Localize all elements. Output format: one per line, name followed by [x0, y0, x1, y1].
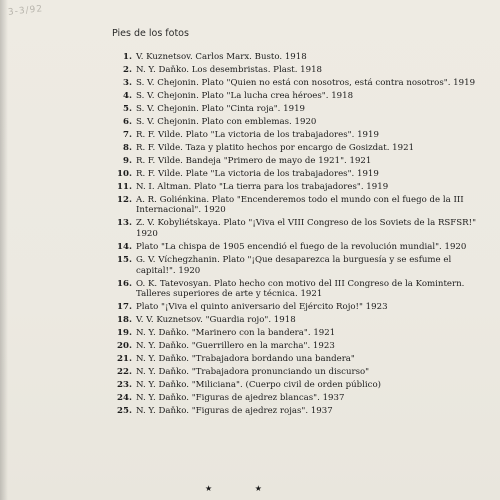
caption-item	[112, 406, 480, 417]
caption-item	[112, 182, 480, 193]
caption-item	[112, 302, 480, 313]
caption-number: 8.	[123, 142, 132, 153]
caption-number: 21.	[117, 354, 132, 365]
caption-number: 13.	[117, 218, 132, 229]
caption-text: R. F. Vilde. Bandeja "Primero de mayo de 1921". 1921	[136, 155, 372, 166]
caption-text: Plato "¡Viva el quinto aniversario del Ejército Rojo!" 1923	[136, 302, 388, 313]
caption-number: 25.	[117, 406, 132, 416]
caption-item	[112, 91, 480, 102]
caption-text: S. V. Chejonin. Plato "Quien no está con nosotros, está contra nosotros". 1919	[136, 77, 476, 88]
caption-item	[112, 104, 480, 115]
caption-item	[112, 195, 480, 216]
caption-text: N. Y. Daňko. "Miliciana". (Cuerpo civil de orden público)	[136, 380, 381, 391]
caption-item	[112, 380, 480, 391]
caption-text: Plato "La chispa de 1905 encendió el fuego de la revolución mundial". 1920	[136, 241, 467, 252]
caption-item	[112, 117, 480, 128]
caption-number: 5.	[123, 103, 132, 114]
caption-item	[112, 354, 480, 365]
caption-list	[112, 52, 480, 419]
caption-item	[112, 169, 480, 180]
caption-number: 2.	[123, 64, 132, 75]
page-edge-shadow	[0, 0, 8, 500]
caption-item	[112, 65, 480, 76]
caption-number: 15.	[117, 254, 132, 265]
caption-number: 24.	[117, 393, 132, 404]
caption-item	[112, 130, 480, 141]
caption-number: 12.	[117, 194, 132, 205]
caption-text: S. V. Chejonin. Plato "La lucha crea héroes". 1918	[136, 90, 354, 101]
caption-number: 6.	[123, 116, 132, 127]
caption-text: S. V. Chejonin. Plato con emblemas. 1920	[136, 116, 317, 127]
caption-text: R. F. Vilde. Plato "La victoria de los trabajadores". 1919	[136, 129, 379, 140]
caption-text: V. V. Kuznetsov. "Guardia rojo". 1918	[136, 315, 296, 326]
caption-number: 22.	[117, 367, 132, 378]
caption-text: R. F. Vilde. Plate "La victoria de los trabajadores". 1919	[136, 168, 379, 179]
caption-item	[112, 78, 480, 89]
caption-item	[112, 279, 480, 300]
caption-number: 3.	[123, 77, 132, 88]
caption-item	[112, 156, 480, 167]
caption-text: G. V. Víchegzhanin. Plato "¡Que desaparezca la burguesía y se esfume el capital!". 1920	[136, 254, 452, 276]
caption-text: A. R. Goliénkina. Plato "Encenderemos todo el mundo con el fuego de la III Internacional". 1920	[136, 194, 464, 216]
caption-text: O. K. Tatevosyan. Plato hecho con motivo del III Congreso de la Komintern. Talleres superiores de arte y técnica. 1921	[136, 278, 465, 300]
page-heading: Pies de los fotos	[112, 28, 189, 39]
caption-text: N. Y. Daňko. "Marinero con la bandera". 1921	[136, 328, 336, 339]
caption-number: 4.	[123, 90, 132, 101]
caption-number: 7.	[123, 129, 132, 140]
caption-item	[112, 328, 480, 339]
caption-number: 19.	[117, 328, 132, 339]
caption-item	[112, 341, 480, 352]
caption-item	[112, 143, 480, 154]
caption-item	[112, 255, 480, 276]
caption-number: 1.	[123, 52, 132, 62]
caption-text: Z. V. Kobyliétskaya. Plato "¡Viva el VIII Congreso de los Soviets de la RSFSR!" 1920	[136, 218, 477, 239]
caption-text: N. Y. Daňko. "Figuras de ajedrez rojas". 1937	[136, 406, 333, 416]
caption-number: 10.	[117, 168, 132, 179]
caption-text: N. I. Altman. Plato "La tierra para los trabajadores". 1919	[136, 181, 389, 192]
caption-item	[112, 52, 480, 63]
pencil-annotation: 3-3/92	[7, 4, 44, 18]
caption-text: N. Y. Daňko. "Trabajadora bordando una bandera"	[136, 354, 355, 365]
caption-text: R. F. Vilde. Taza y platito hechos por encargo de Gosizdat. 1921	[136, 142, 415, 153]
caption-text: N. Y. Daňko. "Trabajadora pronunciando un discurso"	[136, 367, 370, 378]
caption-item	[112, 315, 480, 326]
caption-item	[112, 242, 480, 253]
caption-number: 16.	[117, 278, 132, 289]
caption-text: N. Y. Daňko. "Guerrillero en la marcha". 1923	[136, 341, 335, 352]
caption-number: 17.	[117, 302, 132, 313]
caption-number: 20.	[117, 341, 132, 352]
caption-number: 18.	[117, 315, 132, 326]
caption-number: 23.	[117, 380, 132, 391]
caption-text: N. Y. Daňko. Los desembristas. Plast. 1918	[136, 64, 323, 75]
caption-number: 11.	[117, 181, 132, 192]
caption-text: S. V. Chejonin. Plato "Cinta roja". 1919	[136, 103, 306, 114]
caption-number: 9.	[123, 155, 132, 166]
footer-stars: ★ ★	[205, 484, 262, 493]
caption-text: V. Kuznetsov. Carlos Marx. Busto. 1918	[136, 52, 307, 62]
caption-number: 14.	[117, 241, 132, 252]
caption-item	[112, 218, 480, 239]
caption-item	[112, 393, 480, 404]
caption-text: N. Y. Daňko. "Figuras de ajedrez blancas". 1937	[136, 393, 345, 404]
caption-item	[112, 367, 480, 378]
